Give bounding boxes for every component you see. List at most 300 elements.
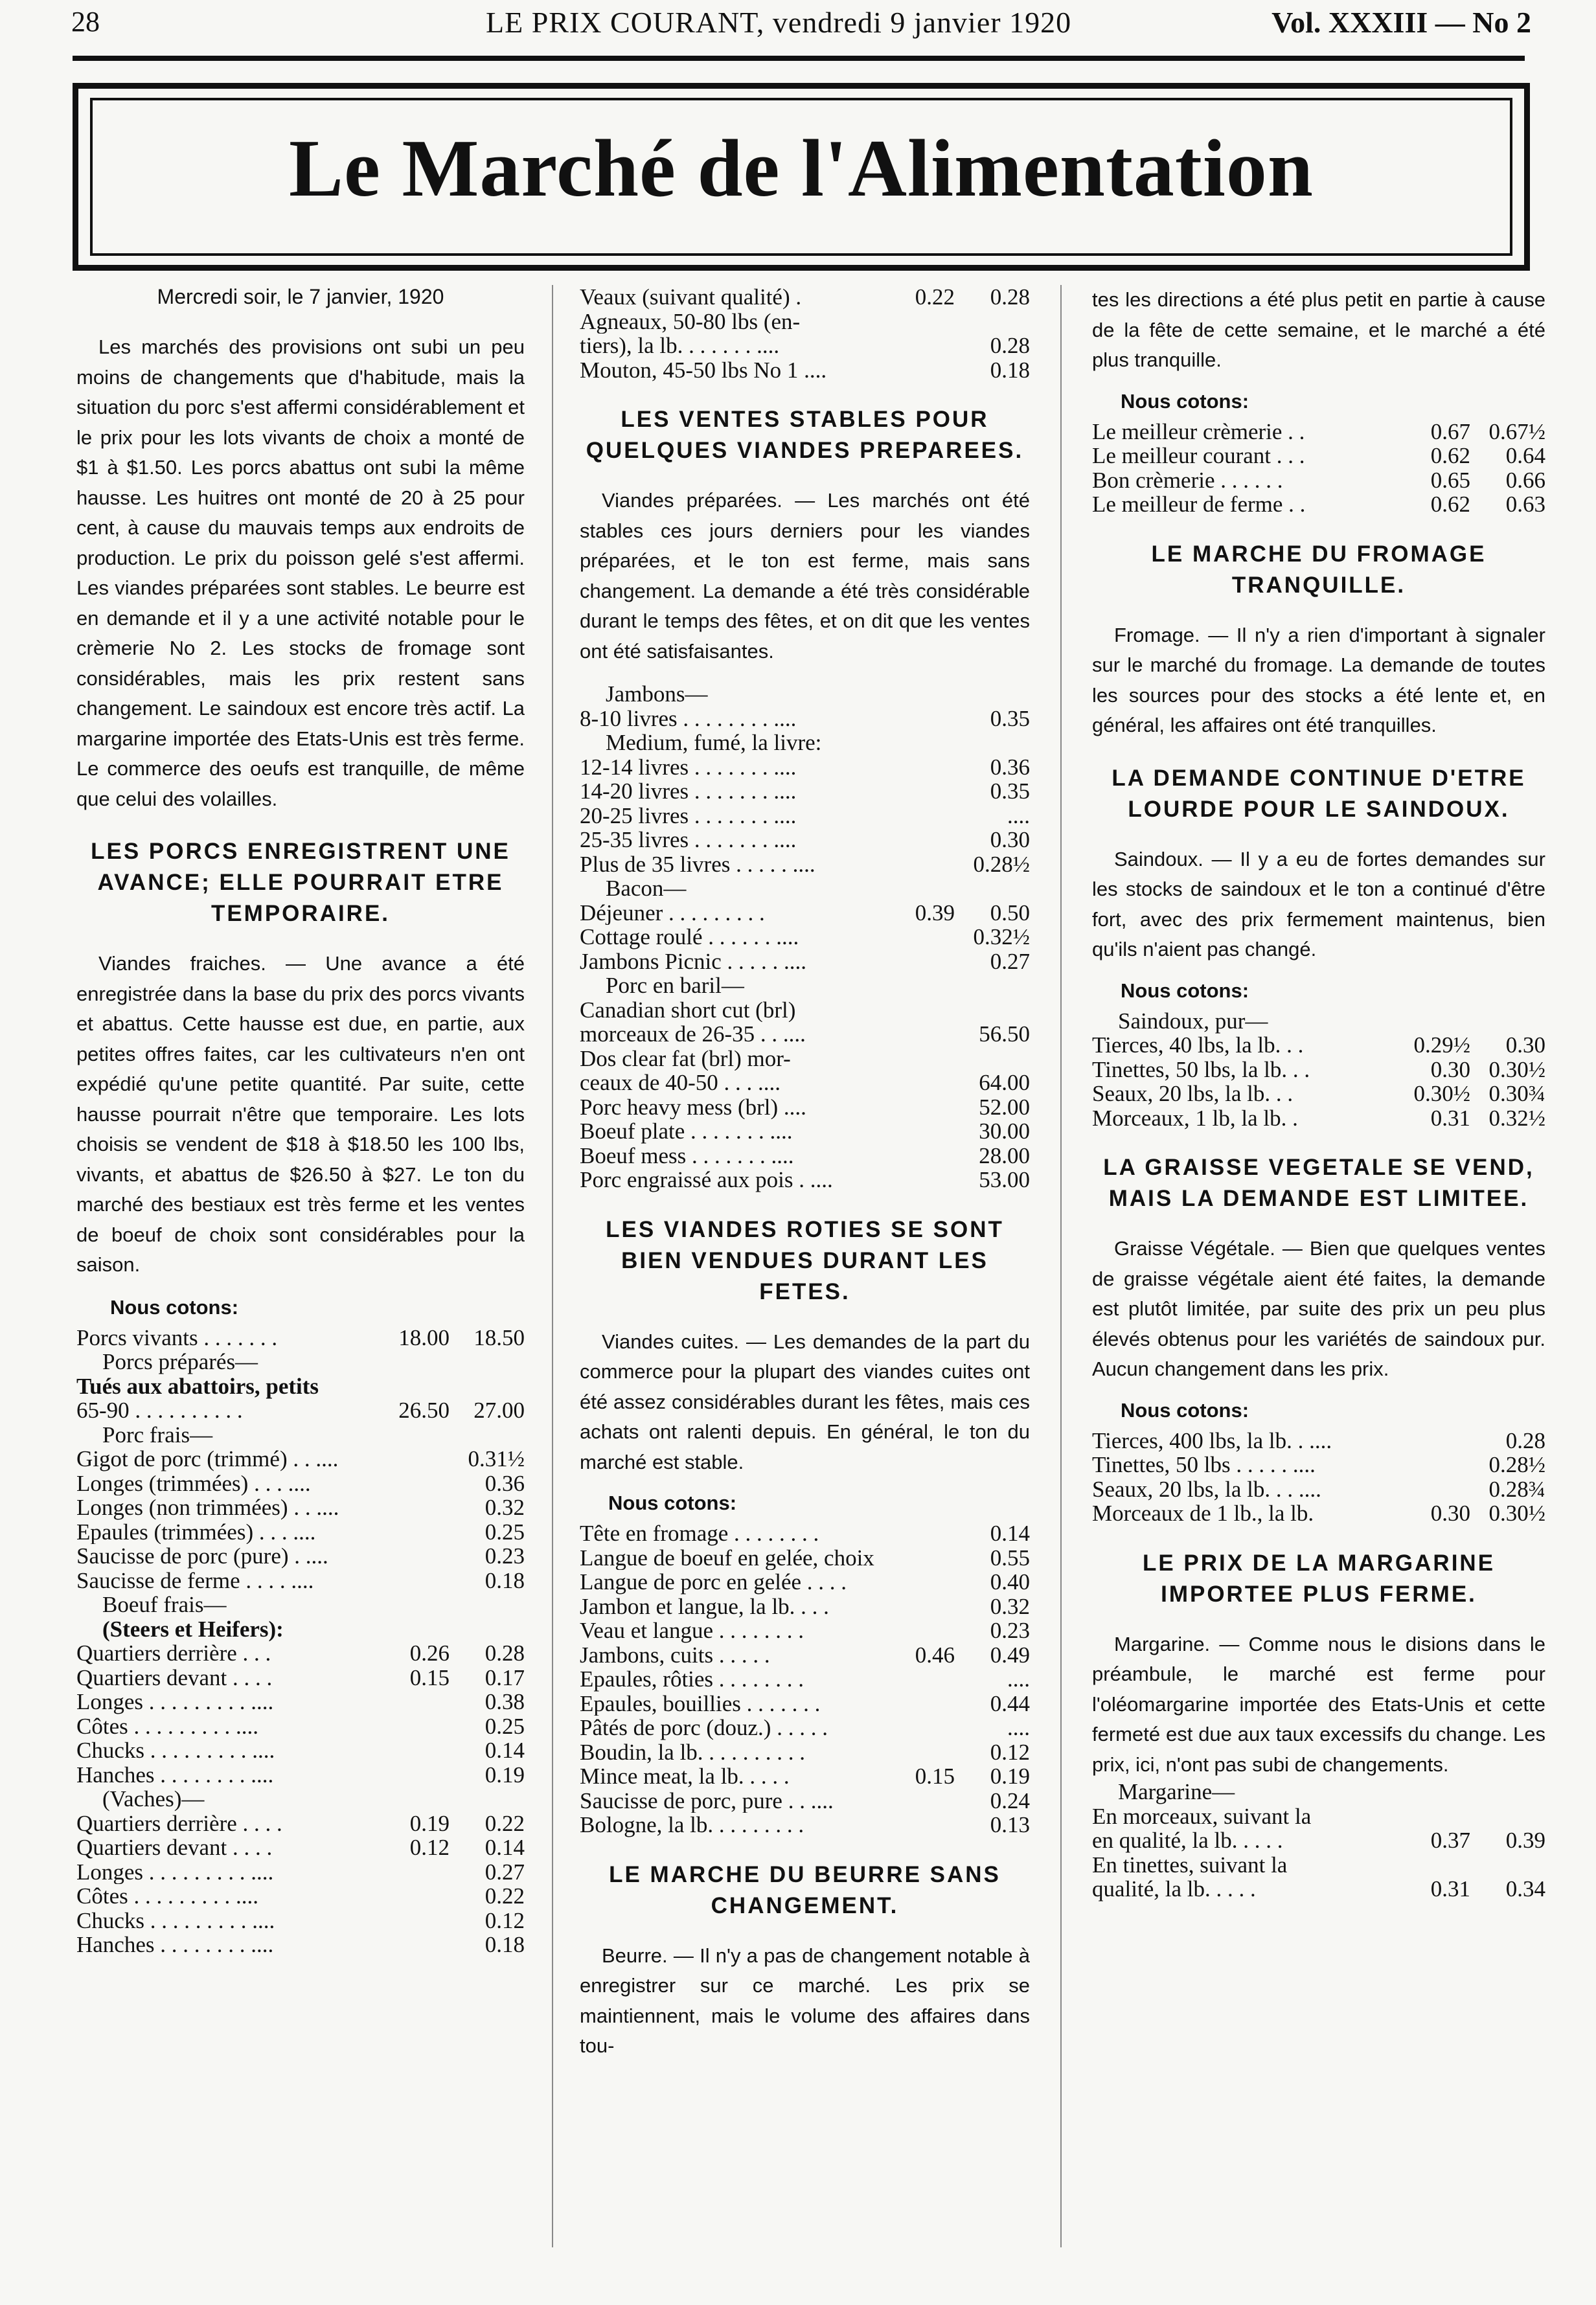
price-low — [880, 707, 955, 731]
price-row — [1092, 468, 1545, 493]
price-row — [580, 1692, 1030, 1716]
price-table — [580, 998, 1030, 1192]
price-high: 0.35 — [990, 705, 1030, 731]
price-row — [1092, 1501, 1545, 1526]
item-name: Agneaux, 50-80 lbs (en- — [580, 309, 801, 334]
price-high: 0.66 — [1505, 467, 1545, 493]
price-row — [76, 1666, 525, 1690]
price-subheading: Medium, fumé, la livre: — [606, 730, 822, 755]
header-rule — [73, 56, 1525, 61]
price-high: 0.64 — [1505, 443, 1545, 468]
price-high: 0.63 — [1505, 492, 1545, 517]
price-high: .... — [1007, 1715, 1030, 1740]
item-name: Porcs vivants . . . . . . . — [76, 1325, 278, 1350]
item-name: 8-10 livres . . . . . . . . .... — [580, 706, 797, 731]
item-name: 65-90 . . . . . . . . . . — [76, 1398, 243, 1423]
price-low — [880, 852, 955, 877]
price-row — [580, 1047, 1030, 1071]
price-low: 0.67 — [1430, 418, 1470, 444]
item-name: Epaules, rôties . . . . . . . . — [580, 1667, 804, 1692]
item-name: Longes . . . . . . . . . .... — [76, 1859, 274, 1884]
item-name: qualité, la lb. . . . . — [1092, 1877, 1256, 1902]
item-name: Tierces, 40 lbs, la lb. . . — [1092, 1033, 1304, 1058]
item-name: Langue de porc en gelée . . . . — [580, 1570, 847, 1595]
price-high: 0.67½ — [1488, 418, 1545, 444]
item-name: Longes (trimmées) . . . .... — [76, 1471, 311, 1495]
price-row — [1092, 1033, 1545, 1058]
page-header — [0, 5, 1596, 51]
price-row — [580, 1813, 1030, 1837]
price-low — [880, 1022, 955, 1047]
price-row — [1092, 1853, 1545, 1878]
price-low: 0.37 — [1430, 1828, 1470, 1853]
article-paragraph: Viandes préparées. — Les marchés ont été stables ces jours derniers pour les viandes préparées, et le ton est ferme, mais sans changement. La demande a été très considérable durant le temps des fêtes, et on dit que les ventes ont été satisfaisantes. — [580, 489, 1030, 663]
price-row — [580, 1071, 1030, 1095]
price-low — [1395, 1804, 1470, 1829]
price-high: 0.28½ — [1488, 1452, 1545, 1477]
price-high: 0.23 — [990, 1618, 1030, 1643]
price-low: 0.26 — [409, 1641, 450, 1666]
column-2 — [580, 285, 1030, 2061]
price-low — [880, 310, 955, 334]
article-paragraph: Viandes cuites. — Les demandes de la part du commerce pour la plupart des viandes cuites ont été assez considérables durant les fêtes, mais ces achats ont ralenti depuis. En général, le ton du marché est stable. — [580, 1330, 1030, 1473]
price-high: 0.36 — [990, 754, 1030, 780]
price-row — [580, 1764, 1030, 1789]
item-name: Jambons, cuits . . . . . — [580, 1642, 770, 1667]
price-high: 18.50 — [473, 1324, 525, 1350]
price-row — [580, 998, 1030, 1023]
column-3 — [1092, 285, 1545, 1902]
item-name: Le meilleur courant . . . — [1092, 444, 1305, 468]
price-row — [580, 925, 1030, 949]
price-high: 0.24 — [990, 1788, 1030, 1813]
price-low — [880, 1813, 955, 1837]
price-low — [880, 1618, 955, 1643]
price-low — [1395, 1477, 1470, 1502]
price-high: 53.00 — [979, 1167, 1030, 1192]
item-name: Le meilleur crèmerie . . — [1092, 419, 1305, 444]
price-row — [580, 1168, 1030, 1192]
price-row — [580, 1595, 1030, 1619]
price-high: 27.00 — [473, 1398, 525, 1423]
item-name: 14-20 livres . . . . . . . .... — [580, 779, 797, 804]
price-row — [1092, 1804, 1545, 1829]
price-high: 0.22 — [484, 1883, 525, 1909]
publication-line: LE PRIX COURANT, vendredi 9 janvier 1920 — [486, 6, 1072, 39]
price-high: 0.38 — [484, 1689, 525, 1714]
price-high: 0.28½ — [973, 851, 1030, 877]
item-name: 25-35 livres . . . . . . . .... — [580, 828, 797, 852]
item-name: Langue de boeuf en gelée, choix — [580, 1545, 874, 1570]
price-high: .... — [1007, 802, 1030, 828]
price-high: 0.36 — [484, 1470, 525, 1496]
item-name: Chucks . . . . . . . . . .... — [76, 1908, 275, 1933]
price-high: 0.23 — [484, 1543, 525, 1569]
price-row — [580, 755, 1030, 780]
price-row — [580, 358, 1030, 383]
price-subheading: (Vaches)— — [102, 1786, 205, 1811]
article-paragraph: Graisse Végétale. — Bien que quelques ventes de graisse végétale aient été faites, la demande est plutôt limitée, par suite des prix un peu plus élevés obtenus pour les variétés de saindoux pur. Aucun changement dans les prix. — [1092, 1237, 1545, 1380]
price-table — [580, 755, 1030, 877]
price-table — [1092, 1033, 1545, 1130]
article-paragraph: Viandes fraiches. — Une avance a été enregistrée dans la base du prix des porcs vivants et abattus. Cette hausse est due, en partie, aux petites offres faites, car les cultivateurs n'en ont expédié qu'une petite quantité. Par suite, cette hausse pourrait n'être que temporaire. Les lots choisis se vendent de $18 à $18.50 les 100 lbs, vivants, et abattus de $26.50 à $27. Le ton du marché des bestiaux est très ferme et les ventes de boeuf de choix sont considérables pour la saison. — [76, 952, 525, 1276]
price-table — [580, 1521, 1030, 1837]
price-row — [76, 1738, 525, 1763]
price-low — [880, 1692, 955, 1716]
price-row — [76, 1495, 525, 1520]
item-name: Seaux, 20 lbs, la lb. . . — [1092, 1082, 1294, 1106]
price-row — [580, 285, 1030, 310]
price-row — [580, 310, 1030, 334]
price-high: 0.19 — [484, 1762, 525, 1788]
price-low — [880, 998, 955, 1023]
price-high: 56.50 — [979, 1021, 1030, 1047]
dateline: Mercredi soir, le 7 janvier, 1920 — [157, 285, 444, 308]
price-low: 0.65 — [1430, 467, 1470, 493]
price-row — [1092, 420, 1545, 444]
price-high: 0.27 — [484, 1859, 525, 1885]
price-row — [580, 1716, 1030, 1740]
article-paragraph: Beurre. — Il n'y a pas de changement notable à enregistrer sur ce marché. Les prix se maintiennent, mais le volume des affaires dans tou- — [580, 1944, 1030, 2057]
price-subheading: Jambons— — [606, 681, 708, 707]
price-table — [1092, 420, 1545, 517]
item-name: Veau et langue . . . . . . . . — [580, 1618, 804, 1643]
price-row — [580, 1740, 1030, 1765]
item-name: Veaux (suivant qualité) . — [580, 285, 802, 310]
price-high: 0.25 — [484, 1519, 525, 1545]
item-name: Pâtés de porc (douz.) . . . . . — [580, 1716, 828, 1740]
price-row — [580, 707, 1030, 731]
article-paragraph: Margarine. — Comme nous le disions dans le préambule, le marché est ferme pour l'oléomargarine importée des Etats-Unis et cette fermeté est due aux taux excessifs du change. Les prix, ici, n'ont pas subi de changements. — [1092, 1632, 1545, 1776]
quotes-label: Nous cotons: — [1121, 389, 1249, 413]
item-name: 12-14 livres . . . . . . . .... — [580, 755, 797, 779]
price-low: 0.30 — [1430, 1501, 1470, 1526]
item-name: Côtes . . . . . . . . . .... — [76, 1714, 258, 1738]
price-row — [580, 1521, 1030, 1546]
price-high: 0.39 — [1505, 1828, 1545, 1853]
item-name: Tierces, 400 lbs, la lb. . .... — [1092, 1428, 1332, 1453]
article-paragraph: Fromage. — Il n'y a rien d'important à signaler sur le marché du fromage. La demande de toutes les sources pour des stocks a été lente et, en général, les affaires ont été tranquilles. — [1092, 623, 1545, 736]
article-paragraph: Saindoux. — Il y a eu de fortes demandes sur les stocks de saindoux et le ton a continué d'être fort, avec des prix fermement maintenus, bien qu'ils n'aient pas changé. — [1092, 847, 1545, 960]
price-row — [580, 1789, 1030, 1813]
price-low: 0.15 — [915, 1764, 955, 1789]
price-high: 0.32½ — [973, 924, 1030, 949]
price-row — [76, 1447, 525, 1471]
item-name: Déjeuner . . . . . . . . . — [580, 900, 765, 925]
item-name: Porc engraissé aux pois . .... — [580, 1168, 833, 1192]
price-low — [880, 334, 955, 358]
price-low: 0.31 — [1430, 1876, 1470, 1902]
item-name: en qualité, la lb. . . . . — [1092, 1828, 1283, 1853]
price-row — [580, 1643, 1030, 1668]
price-high: 0.27 — [990, 948, 1030, 974]
price-high: 0.14 — [990, 1521, 1030, 1546]
article-paragraph: tes les directions a été plus petit en partie à cause de la fête de cette semaine, et le marché a été plus tranquille. — [1092, 288, 1545, 371]
price-row — [76, 1520, 525, 1545]
price-row — [76, 1326, 525, 1350]
item-name: morceaux de 26-35 . . .... — [580, 1022, 806, 1047]
price-high: 0.55 — [990, 1545, 1030, 1571]
price-table — [76, 1326, 525, 1350]
price-low — [374, 1738, 450, 1763]
price-high: 0.44 — [990, 1690, 1030, 1716]
price-row — [580, 1667, 1030, 1692]
price-low: 0.39 — [915, 900, 955, 925]
intro-paragraph: Les marchés des provisions ont subi un peu moins de changements que d'habitude, mais la situation du porc s'est affermi considérablement et le prix pour les lots vivants de choix a monté de $1 à $1.50. Les porcs abattus ont subi la même hausse. Les huitres ont monté de 20 à 25 pour cent, à cause du mauvais temps aux endroits de production. Le prix du poisson gelé s'est affermi. Les viandes préparées sont stables. Le beurre est en demande et il y a une activité notable pour le crèmerie No 2. Les stocks de fromage sont considérables, mais les prix restent sans changement. Le saindoux est encore très actif. La margarine importée des Etats-Unis est très ferme. Le commerce des oeufs est tranquille, de même que celui des volailles. — [76, 335, 525, 810]
page-number: 28 — [71, 6, 100, 38]
item-name: Saucisse de ferme . . . . .... — [76, 1568, 314, 1593]
price-low — [880, 828, 955, 852]
price-row — [580, 1144, 1030, 1168]
price-high — [1470, 1804, 1545, 1829]
price-subheading: (Steers et Heifers): — [102, 1616, 284, 1642]
section-heading: LES PORCS ENREGISTRENT UNE AVANCE; ELLE POURRAIT ETRE TEMPORAIRE. — [91, 839, 510, 926]
price-subheading: Boeuf frais— — [102, 1592, 227, 1617]
price-subheading: Porc en baril— — [606, 973, 744, 998]
price-high: 0.34 — [1505, 1876, 1545, 1902]
section-heading: LES VENTES STABLES POUR QUELQUES VIANDES PREPAREES. — [586, 407, 1024, 463]
item-name: Jambons Picnic . . . . . .... — [580, 949, 806, 973]
price-table — [76, 1447, 525, 1593]
price-high: 28.00 — [979, 1142, 1030, 1168]
price-table — [76, 1811, 525, 1957]
price-low — [374, 1714, 450, 1739]
price-low: 0.19 — [409, 1810, 450, 1836]
price-high — [1470, 1853, 1545, 1878]
price-low — [1395, 1453, 1470, 1477]
price-subheading: Saindoux, pur— — [1118, 1008, 1268, 1034]
price-low — [374, 1495, 450, 1520]
item-name: En morceaux, suivant la — [1092, 1804, 1312, 1828]
price-high: 0.30¾ — [1488, 1081, 1545, 1106]
item-name: Saucisse de porc, pure . . .... — [580, 1788, 834, 1813]
price-low — [880, 1144, 955, 1168]
item-name: Tête en fromage . . . . . . . . — [580, 1521, 819, 1546]
price-low: 0.29½ — [1413, 1032, 1470, 1058]
price-subheading: Tués aux abattoirs, petits — [76, 1373, 319, 1399]
price-row — [580, 1618, 1030, 1643]
column-divider — [1060, 285, 1062, 2247]
price-low — [880, 1168, 955, 1192]
item-name: Saucisse de porc (pure) . .... — [76, 1544, 328, 1569]
price-low — [374, 1447, 450, 1471]
price-row — [1092, 444, 1545, 468]
section-heading: LE MARCHE DU FROMAGE TRANQUILLE. — [1151, 541, 1487, 598]
price-row — [580, 779, 1030, 804]
price-high: 0.18 — [484, 1932, 525, 1957]
price-low — [374, 1884, 450, 1909]
price-low: 0.30 — [1430, 1056, 1470, 1082]
quotes-label: Nous cotons: — [608, 1492, 737, 1514]
price-high: 0.22 — [484, 1810, 525, 1836]
item-name: Quartiers derrière . . . — [76, 1641, 271, 1666]
price-low — [880, 1095, 955, 1120]
item-name: Mouton, 45-50 lbs No 1 .... — [580, 358, 827, 382]
price-high: 0.25 — [484, 1713, 525, 1739]
column-1 — [76, 285, 525, 1957]
price-row — [1092, 492, 1545, 517]
price-row — [76, 1835, 525, 1860]
item-name: Boudin, la lb. . . . . . . . . . — [580, 1740, 806, 1764]
price-high: 0.28 — [990, 333, 1030, 358]
price-high — [955, 310, 1030, 334]
section-heading: LE PRIX DE LA MARGARINE IMPORTEE PLUS FERME. — [1142, 1550, 1496, 1607]
price-row — [76, 1763, 525, 1788]
item-name: ceaux de 40-50 . . . .... — [580, 1071, 781, 1095]
price-high: 0.30½ — [1488, 1056, 1545, 1082]
price-low — [374, 1471, 450, 1496]
item-name: Quartiers derrière . . . . — [76, 1811, 282, 1835]
item-name: Tinettes, 50 lbs . . . . . .... — [1092, 1453, 1316, 1477]
item-name: Côtes . . . . . . . . . .... — [76, 1884, 258, 1909]
price-low: 0.62 — [1430, 443, 1470, 468]
price-high: 0.19 — [990, 1764, 1030, 1789]
price-table — [1092, 1804, 1545, 1902]
price-row — [76, 1811, 525, 1836]
item-name: Morceaux, 1 lb, la lb. . — [1092, 1106, 1298, 1130]
price-low — [374, 1520, 450, 1545]
price-low — [374, 1544, 450, 1569]
price-high: 0.18 — [990, 357, 1030, 383]
section-heading: LA DEMANDE CONTINUE D'ETRE LOURDE POUR LE SAINDOUX. — [1112, 765, 1526, 822]
price-low — [1395, 1853, 1470, 1878]
price-low — [880, 1570, 955, 1595]
item-name: Morceaux de 1 lb., la lb. — [1092, 1501, 1314, 1526]
item-name: Boeuf plate . . . . . . . .... — [580, 1119, 793, 1144]
section-heading: LES VIANDES ROTIES SE SONT BIEN VENDUES DURANT LES FETES. — [606, 1216, 1004, 1304]
price-high: 0.49 — [990, 1642, 1030, 1668]
price-subheading: Bacon— — [606, 876, 687, 901]
section-heading: LE MARCHE DU BEURRE SANS CHANGEMENT. — [609, 1861, 1001, 1918]
price-low — [880, 925, 955, 949]
page-title: Le Marché de l'Alimentation — [289, 124, 1314, 214]
price-row — [76, 1714, 525, 1739]
price-row — [1092, 1082, 1545, 1106]
price-table — [1092, 1429, 1545, 1526]
item-name: tiers), la lb. . . . . . . .... — [580, 334, 780, 358]
price-row — [580, 1546, 1030, 1571]
price-row — [1092, 1058, 1545, 1082]
price-row — [580, 1570, 1030, 1595]
item-name: Le meilleur de ferme . . — [1092, 492, 1306, 517]
price-row — [76, 1641, 525, 1666]
price-row — [76, 1471, 525, 1496]
price-high: 0.32½ — [1488, 1105, 1545, 1131]
price-low — [880, 1740, 955, 1765]
price-high: 0.14 — [484, 1835, 525, 1860]
price-low — [374, 1569, 450, 1593]
price-low: 0.15 — [409, 1664, 450, 1690]
price-high: 0.28 — [1505, 1427, 1545, 1453]
price-row — [1092, 1877, 1545, 1902]
price-high: 0.28¾ — [1488, 1476, 1545, 1502]
item-name: Hanches . . . . . . . . .... — [76, 1933, 274, 1957]
price-row — [76, 1544, 525, 1569]
price-high: 0.30½ — [1488, 1501, 1545, 1526]
price-row — [580, 334, 1030, 358]
item-name: Epaules (trimmées) . . . .... — [76, 1519, 316, 1544]
price-high: 0.32 — [990, 1593, 1030, 1619]
volume-number: Vol. XXXIII — No 2 — [1271, 6, 1531, 39]
item-name: Porc heavy mess (brl) .... — [580, 1095, 806, 1119]
price-row — [76, 1690, 525, 1714]
price-row — [580, 1119, 1030, 1144]
price-high: 0.17 — [484, 1664, 525, 1690]
item-name: Longes (non trimmées) . . .... — [76, 1495, 339, 1520]
price-low — [880, 1071, 955, 1095]
item-name: Canadian short cut (brl) — [580, 997, 796, 1022]
price-low — [1395, 1429, 1470, 1453]
item-name: Seaux, 20 lbs, la lb. . . .... — [1092, 1477, 1321, 1501]
price-low — [880, 1119, 955, 1144]
price-row — [1092, 1429, 1545, 1453]
price-low — [880, 1521, 955, 1546]
item-name: Cottage roulé . . . . . . .... — [580, 925, 799, 949]
item-name: Jambon et langue, la lb. . . . — [580, 1594, 829, 1618]
price-subheading: Porc frais— — [102, 1422, 213, 1448]
price-high — [955, 1047, 1030, 1071]
price-high: 0.12 — [990, 1739, 1030, 1765]
price-low: 0.22 — [915, 284, 955, 310]
price-row — [580, 1095, 1030, 1120]
item-name: Chucks . . . . . . . . . .... — [76, 1738, 275, 1763]
price-low: 26.50 — [398, 1398, 450, 1423]
item-name: Quartiers devant . . . . — [76, 1835, 273, 1860]
price-table — [76, 1398, 525, 1423]
price-high: 0.28 — [990, 284, 1030, 310]
quotes-label: Nous cotons: — [110, 1295, 239, 1319]
price-row — [1092, 1453, 1545, 1477]
price-low — [880, 949, 955, 974]
price-low — [374, 1933, 450, 1957]
price-low — [374, 1860, 450, 1885]
price-table — [76, 1641, 525, 1787]
quotes-label: Nous cotons: — [1121, 1398, 1249, 1422]
price-low — [374, 1909, 450, 1933]
price-low — [880, 1595, 955, 1619]
price-low — [374, 1763, 450, 1788]
price-row — [76, 1884, 525, 1909]
section-heading: LA GRAISSE VEGETALE SE VEND, MAIS LA DEMANDE EST LIMITEE. — [1103, 1155, 1534, 1211]
item-name: Boeuf mess . . . . . . . .... — [580, 1143, 794, 1168]
item-name: Hanches . . . . . . . . .... — [76, 1762, 274, 1787]
price-row — [580, 901, 1030, 925]
price-low — [880, 1716, 955, 1740]
price-high — [955, 998, 1030, 1023]
price-low: 0.46 — [915, 1642, 955, 1668]
price-row — [76, 1933, 525, 1957]
price-low — [880, 755, 955, 780]
item-name: Gigot de porc (trimmé) . . .... — [76, 1447, 339, 1471]
price-high: 64.00 — [979, 1070, 1030, 1095]
price-row — [76, 1909, 525, 1933]
price-subheading: Porcs préparés— — [102, 1349, 258, 1374]
price-table — [580, 285, 1030, 382]
price-low — [880, 1047, 955, 1071]
price-high: 0.30 — [990, 827, 1030, 852]
price-low: 0.30½ — [1413, 1081, 1470, 1106]
item-name: Longes . . . . . . . . . .... — [76, 1690, 274, 1714]
price-low — [374, 1690, 450, 1714]
item-name: Quartiers devant . . . . — [76, 1665, 273, 1690]
price-low — [880, 804, 955, 828]
price-row — [580, 949, 1030, 974]
price-row — [76, 1569, 525, 1593]
price-high: 0.32 — [484, 1495, 525, 1520]
item-name: Plus de 35 livres . . . . . .... — [580, 852, 815, 876]
price-row — [1092, 1477, 1545, 1502]
price-table — [580, 901, 1030, 974]
